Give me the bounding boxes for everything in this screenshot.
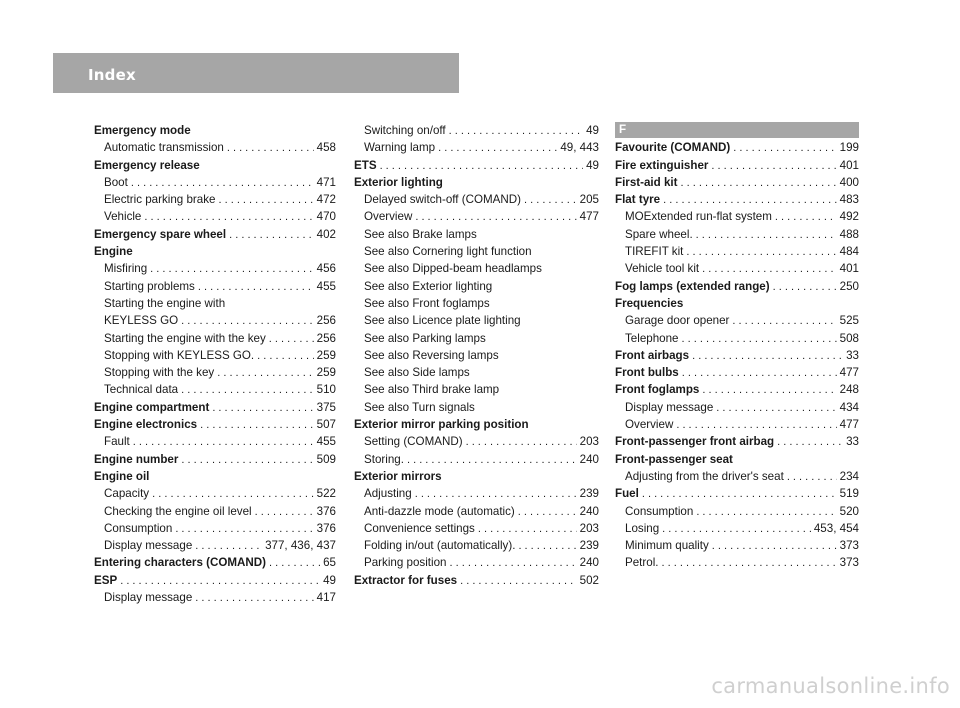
dot-leader bbox=[466, 434, 577, 451]
entry-term: Flat tyre bbox=[615, 193, 661, 207]
index-column-2 bbox=[354, 122, 599, 589]
page-number: 256 bbox=[316, 314, 336, 328]
index-subentry bbox=[615, 416, 859, 433]
entry-term: Frequencies bbox=[615, 296, 684, 310]
dot-leader bbox=[732, 313, 836, 330]
index-subentry bbox=[94, 589, 336, 606]
entry-term: Vehicle tool kit bbox=[625, 262, 700, 276]
dot-leader bbox=[175, 521, 313, 538]
page-number: 401 bbox=[839, 262, 859, 276]
index-subentry bbox=[94, 364, 336, 381]
entry-term: Emergency mode bbox=[94, 124, 191, 137]
entry-term: Telephone bbox=[625, 331, 679, 345]
entry-term: Vehicle bbox=[104, 210, 142, 224]
index-entry bbox=[615, 191, 859, 208]
index-entry bbox=[94, 122, 336, 139]
dot-leader bbox=[181, 452, 313, 469]
page-number: 373 bbox=[839, 539, 859, 553]
page-number: 401 bbox=[839, 158, 859, 172]
dot-leader bbox=[133, 434, 314, 451]
entry-term: Fire extinguisher bbox=[615, 158, 709, 172]
dot-leader bbox=[775, 209, 837, 226]
page-number: 240 bbox=[579, 504, 599, 518]
entry-term: Fault bbox=[104, 435, 130, 449]
index-subentry bbox=[615, 520, 859, 537]
entry-term: Display message bbox=[104, 591, 193, 605]
dot-leader bbox=[181, 313, 314, 330]
page-number: 239 bbox=[579, 487, 599, 501]
dot-leader bbox=[120, 573, 320, 590]
dot-leader bbox=[450, 555, 577, 572]
page-number: 234 bbox=[839, 469, 859, 483]
dot-leader bbox=[663, 192, 837, 209]
entry-term: Front foglamps bbox=[615, 383, 700, 397]
entry-term: See also Front foglamps bbox=[364, 296, 490, 310]
index-subentry bbox=[615, 260, 859, 277]
index-subentry bbox=[94, 208, 336, 225]
index-subentry bbox=[94, 433, 336, 450]
page-number: 507 bbox=[316, 418, 336, 432]
index-entry bbox=[94, 226, 336, 243]
dot-leader bbox=[407, 452, 577, 469]
dot-leader bbox=[269, 555, 320, 572]
index-subentry bbox=[615, 330, 859, 347]
index-subentry bbox=[615, 554, 859, 571]
entry-term: See also Exterior lighting bbox=[364, 279, 493, 293]
index-subentry bbox=[94, 347, 336, 364]
entry-term: Starting the engine with the key bbox=[104, 331, 266, 345]
entry-term: Fog lamps (extended range) bbox=[615, 279, 770, 293]
entry-term: TIREFIT kit bbox=[625, 245, 684, 259]
index-entry bbox=[615, 381, 859, 398]
page-number: 522 bbox=[316, 487, 336, 501]
dot-leader bbox=[712, 538, 837, 555]
index-entry bbox=[615, 174, 859, 191]
entry-term: Anti-dazzle mode (automatic) bbox=[364, 504, 515, 518]
entry-term: Petrol. bbox=[625, 556, 659, 570]
entry-term: Adjusting bbox=[364, 487, 412, 501]
page-title: Index bbox=[88, 66, 136, 84]
index-subentry bbox=[354, 260, 599, 277]
entry-term: Electric parking brake bbox=[104, 193, 216, 207]
index-entry bbox=[615, 278, 859, 295]
index-entry bbox=[94, 157, 336, 174]
index-entry bbox=[94, 399, 336, 416]
dot-leader bbox=[642, 486, 837, 503]
index-subentry bbox=[615, 399, 859, 416]
entry-term: Consumption bbox=[625, 504, 694, 518]
page-number: 240 bbox=[579, 556, 599, 570]
page-number: 400 bbox=[839, 175, 859, 189]
index-entry bbox=[354, 174, 599, 191]
page-number: 203 bbox=[579, 521, 599, 535]
dot-leader bbox=[257, 348, 314, 365]
entry-term: Overview bbox=[625, 418, 674, 432]
index-subentry bbox=[354, 330, 599, 347]
page-number: 49 bbox=[323, 573, 336, 587]
entry-term: MOExtended run-flat system bbox=[625, 210, 772, 224]
dot-leader bbox=[662, 555, 837, 572]
index-subentry bbox=[354, 537, 599, 554]
page-number: 519 bbox=[839, 487, 859, 501]
index-subentry bbox=[354, 554, 599, 571]
index-entry bbox=[354, 572, 599, 589]
entry-term: Extractor for fuses bbox=[354, 573, 458, 587]
index-entry bbox=[94, 468, 336, 485]
dot-leader bbox=[692, 348, 843, 365]
index-subentry bbox=[94, 260, 336, 277]
entry-term: Adjusting from the driver's seat bbox=[625, 469, 784, 483]
page-number: 240 bbox=[579, 452, 599, 466]
entry-term: Front-passenger front airbag bbox=[615, 435, 775, 449]
index-subentry bbox=[94, 485, 336, 502]
page-number: 377, 436, 437 bbox=[265, 539, 336, 553]
entry-term: See also Turn signals bbox=[364, 400, 475, 414]
dot-leader bbox=[696, 504, 836, 521]
dot-leader bbox=[150, 261, 313, 278]
index-subentry bbox=[94, 312, 336, 329]
page-number: 477 bbox=[579, 210, 599, 224]
page-number: 434 bbox=[839, 400, 859, 414]
dot-leader bbox=[773, 279, 837, 296]
dot-leader bbox=[686, 244, 836, 261]
dot-leader bbox=[195, 538, 262, 555]
index-subentry bbox=[354, 520, 599, 537]
entry-term: Automatic transmission bbox=[104, 141, 224, 155]
entry-term: KEYLESS GO bbox=[104, 314, 179, 328]
entry-term: Checking the engine oil level bbox=[104, 504, 252, 518]
index-subentry bbox=[94, 295, 336, 312]
entry-term: Engine bbox=[94, 245, 133, 259]
entry-term: Engine number bbox=[94, 452, 179, 466]
entry-term: Front-passenger seat bbox=[615, 452, 733, 466]
dot-leader bbox=[181, 382, 314, 399]
page-number: 376 bbox=[316, 521, 336, 535]
page-number: 483 bbox=[839, 193, 859, 207]
dot-leader bbox=[415, 209, 576, 226]
entry-term: Fuel bbox=[615, 487, 639, 501]
page-number: 477 bbox=[839, 418, 859, 432]
dot-leader bbox=[702, 382, 836, 399]
index-subentry bbox=[354, 485, 599, 502]
index-subentry bbox=[94, 191, 336, 208]
dot-leader bbox=[524, 192, 577, 209]
entry-term: Exterior lighting bbox=[354, 175, 443, 189]
dot-leader bbox=[787, 469, 837, 486]
dot-leader bbox=[702, 261, 837, 278]
page-number: 477 bbox=[839, 366, 859, 380]
index-subentry bbox=[94, 537, 336, 554]
entry-term: Setting (COMAND) bbox=[364, 435, 463, 449]
index-subentry bbox=[354, 295, 599, 312]
entry-term: Engine oil bbox=[94, 469, 150, 483]
page-number: 259 bbox=[316, 366, 336, 380]
index-entry bbox=[94, 572, 336, 589]
index-subentry bbox=[354, 347, 599, 364]
entry-term: Stopping with KEYLESS GO. bbox=[104, 348, 255, 362]
page-number: 455 bbox=[316, 435, 336, 449]
index-entry bbox=[94, 451, 336, 468]
index-subentry bbox=[615, 312, 859, 329]
entry-term: Starting the engine with bbox=[104, 296, 226, 310]
index-subentry bbox=[354, 312, 599, 329]
index-entry bbox=[94, 243, 336, 260]
page-number: 417 bbox=[316, 591, 336, 605]
page-number: 33 bbox=[846, 348, 859, 362]
index-subentry bbox=[94, 503, 336, 520]
index-subentry bbox=[94, 330, 336, 347]
index-entry bbox=[615, 295, 859, 312]
entry-term: Display message bbox=[104, 539, 193, 553]
index-subentry bbox=[94, 139, 336, 156]
dot-leader bbox=[711, 158, 836, 175]
dot-leader bbox=[681, 175, 837, 192]
index-entry bbox=[615, 364, 859, 381]
page-number: 65 bbox=[323, 556, 336, 570]
entry-term: Consumption bbox=[104, 521, 173, 535]
index-subentry bbox=[615, 243, 859, 260]
page-number: 259 bbox=[316, 348, 336, 362]
index-column-1 bbox=[94, 122, 336, 606]
entry-term: Parking position bbox=[364, 556, 447, 570]
entry-term: See also Side lamps bbox=[364, 366, 470, 380]
dot-leader bbox=[460, 573, 577, 590]
dot-leader bbox=[255, 504, 314, 521]
entry-term: ESP bbox=[94, 573, 118, 587]
index-subentry bbox=[354, 364, 599, 381]
entry-term: Boot bbox=[104, 175, 128, 189]
page-number: 33 bbox=[846, 435, 859, 449]
index-subentry bbox=[354, 451, 599, 468]
index-subentry bbox=[354, 139, 599, 156]
index-subentry bbox=[354, 226, 599, 243]
entry-term: See also Licence plate lighting bbox=[364, 314, 521, 328]
dot-leader bbox=[777, 434, 843, 451]
entry-term: Engine compartment bbox=[94, 400, 210, 414]
dot-leader bbox=[217, 365, 313, 382]
page-number: 49 bbox=[586, 124, 599, 137]
page-number: 456 bbox=[316, 262, 336, 276]
entry-term: See also Dipped-beam headlamps bbox=[364, 262, 542, 276]
dot-leader bbox=[212, 400, 313, 417]
page-number: 402 bbox=[316, 227, 336, 241]
index-subentry bbox=[354, 278, 599, 295]
dot-leader bbox=[438, 140, 557, 157]
entry-term: First-aid kit bbox=[615, 175, 678, 189]
dot-leader bbox=[662, 521, 811, 538]
page-number: 453, 454 bbox=[813, 521, 859, 535]
entry-term: See also Cornering light function bbox=[364, 245, 532, 259]
entry-term: Emergency spare wheel bbox=[94, 227, 227, 241]
entry-term: ETS bbox=[354, 158, 377, 172]
entry-term: Switching on/off bbox=[364, 124, 446, 137]
page-number: 471 bbox=[316, 175, 336, 189]
page-number: 375 bbox=[316, 400, 336, 414]
dot-leader bbox=[144, 209, 313, 226]
entry-term: Exterior mirrors bbox=[354, 469, 442, 483]
index-entry bbox=[615, 139, 859, 156]
index-entry bbox=[615, 451, 859, 468]
dot-leader bbox=[518, 538, 576, 555]
page-number: 250 bbox=[839, 279, 859, 293]
entry-term: Spare wheel. bbox=[625, 227, 693, 241]
dot-leader bbox=[198, 279, 314, 296]
index-subentry bbox=[615, 226, 859, 243]
entry-term: Misfiring bbox=[104, 262, 148, 276]
entry-term: Entering characters (COMAND) bbox=[94, 556, 267, 570]
index-subentry bbox=[354, 122, 599, 139]
page-number: 488 bbox=[839, 227, 859, 241]
index-subentry bbox=[354, 191, 599, 208]
index-subentry bbox=[354, 503, 599, 520]
dot-leader bbox=[449, 123, 583, 140]
entry-term: Stopping with the key bbox=[104, 366, 215, 380]
entry-term: Display message bbox=[625, 400, 714, 414]
page-number: 502 bbox=[579, 573, 599, 587]
dot-leader bbox=[229, 227, 314, 244]
section-letter: F bbox=[619, 123, 627, 137]
entry-term: Garage door opener bbox=[625, 314, 730, 328]
page-number: 49, 443 bbox=[560, 141, 599, 155]
index-entry bbox=[615, 485, 859, 502]
page-number: 525 bbox=[839, 314, 859, 328]
page-number: 256 bbox=[316, 331, 336, 345]
dot-leader bbox=[195, 590, 313, 607]
entry-term: Technical data bbox=[104, 383, 179, 397]
index-subentry bbox=[94, 520, 336, 537]
page-number: 455 bbox=[316, 279, 336, 293]
entry-term: See also Third brake lamp bbox=[364, 383, 500, 397]
index-subentry bbox=[354, 381, 599, 398]
dot-leader bbox=[218, 192, 313, 209]
page-number: 458 bbox=[316, 141, 336, 155]
dot-leader bbox=[733, 140, 836, 157]
watermark: carmanualsonline.info bbox=[711, 674, 950, 698]
dot-leader bbox=[269, 331, 314, 348]
dot-leader bbox=[518, 504, 577, 521]
entry-term: Front bulbs bbox=[615, 366, 679, 380]
page-number: 484 bbox=[839, 245, 859, 259]
entry-term: See also Brake lamps bbox=[364, 227, 477, 241]
index-subentry bbox=[615, 537, 859, 554]
index-entry bbox=[94, 416, 336, 433]
page-number: 470 bbox=[316, 210, 336, 224]
dot-leader bbox=[716, 400, 836, 417]
dot-leader bbox=[131, 175, 314, 192]
dot-leader bbox=[696, 227, 837, 244]
page-number: 373 bbox=[839, 556, 859, 570]
dot-leader bbox=[682, 365, 837, 382]
page-number: 199 bbox=[839, 141, 859, 155]
entry-term: Emergency release bbox=[94, 158, 200, 172]
page-number: 508 bbox=[839, 331, 859, 345]
entry-term: Losing bbox=[625, 521, 660, 535]
entry-term: See also Reversing lamps bbox=[364, 348, 499, 362]
entry-term: Overview bbox=[364, 210, 413, 224]
entry-term: Convenience settings bbox=[364, 521, 475, 535]
index-subentry bbox=[615, 208, 859, 225]
entry-term: Starting problems bbox=[104, 279, 195, 293]
index-column-3 bbox=[615, 122, 859, 572]
dot-leader bbox=[478, 521, 577, 538]
index-entry bbox=[94, 554, 336, 571]
page-number: 205 bbox=[579, 193, 599, 207]
entry-term: Exterior mirror parking position bbox=[354, 418, 529, 432]
index-subentry bbox=[615, 503, 859, 520]
dot-leader bbox=[676, 417, 836, 434]
page-number: 203 bbox=[579, 435, 599, 449]
page-number: 509 bbox=[316, 452, 336, 466]
index-subentry bbox=[354, 433, 599, 450]
page-number: 248 bbox=[839, 383, 859, 397]
index-entry bbox=[615, 347, 859, 364]
index-subentry bbox=[354, 243, 599, 260]
index-subentry bbox=[94, 278, 336, 295]
dot-leader bbox=[227, 140, 314, 157]
entry-term: Warning lamp bbox=[364, 141, 436, 155]
entry-term: Engine electronics bbox=[94, 418, 198, 432]
dot-leader bbox=[152, 486, 314, 503]
entry-term: Favourite (COMAND) bbox=[615, 141, 731, 155]
index-entry bbox=[615, 157, 859, 174]
index-subentry bbox=[354, 399, 599, 416]
index-subentry bbox=[94, 174, 336, 191]
entry-term: Minimum quality bbox=[625, 539, 709, 553]
section-header bbox=[615, 122, 859, 138]
dot-leader bbox=[682, 331, 837, 348]
entry-term: Capacity bbox=[104, 487, 150, 501]
entry-term: Front airbags bbox=[615, 348, 690, 362]
index-subentry bbox=[615, 468, 859, 485]
dot-leader bbox=[200, 417, 314, 434]
index-entry bbox=[354, 157, 599, 174]
index-entry bbox=[354, 468, 599, 485]
entry-term: See also Parking lamps bbox=[364, 331, 486, 345]
entry-term: Folding in/out (automatically). bbox=[364, 539, 516, 553]
dot-leader bbox=[380, 158, 584, 175]
index-subentry bbox=[354, 208, 599, 225]
page-number: 49 bbox=[586, 158, 599, 172]
index-entry bbox=[615, 433, 859, 450]
page-number: 520 bbox=[839, 504, 859, 518]
index-entry bbox=[354, 416, 599, 433]
entry-term: Delayed switch-off (COMAND) bbox=[364, 193, 521, 207]
page-number: 510 bbox=[316, 383, 336, 397]
page-number: 472 bbox=[316, 193, 336, 207]
page-number: 239 bbox=[579, 539, 599, 553]
index-subentry bbox=[94, 381, 336, 398]
entry-term: Storing. bbox=[364, 452, 404, 466]
page-number: 376 bbox=[316, 504, 336, 518]
dot-leader bbox=[415, 486, 577, 503]
page-number: 492 bbox=[839, 210, 859, 224]
